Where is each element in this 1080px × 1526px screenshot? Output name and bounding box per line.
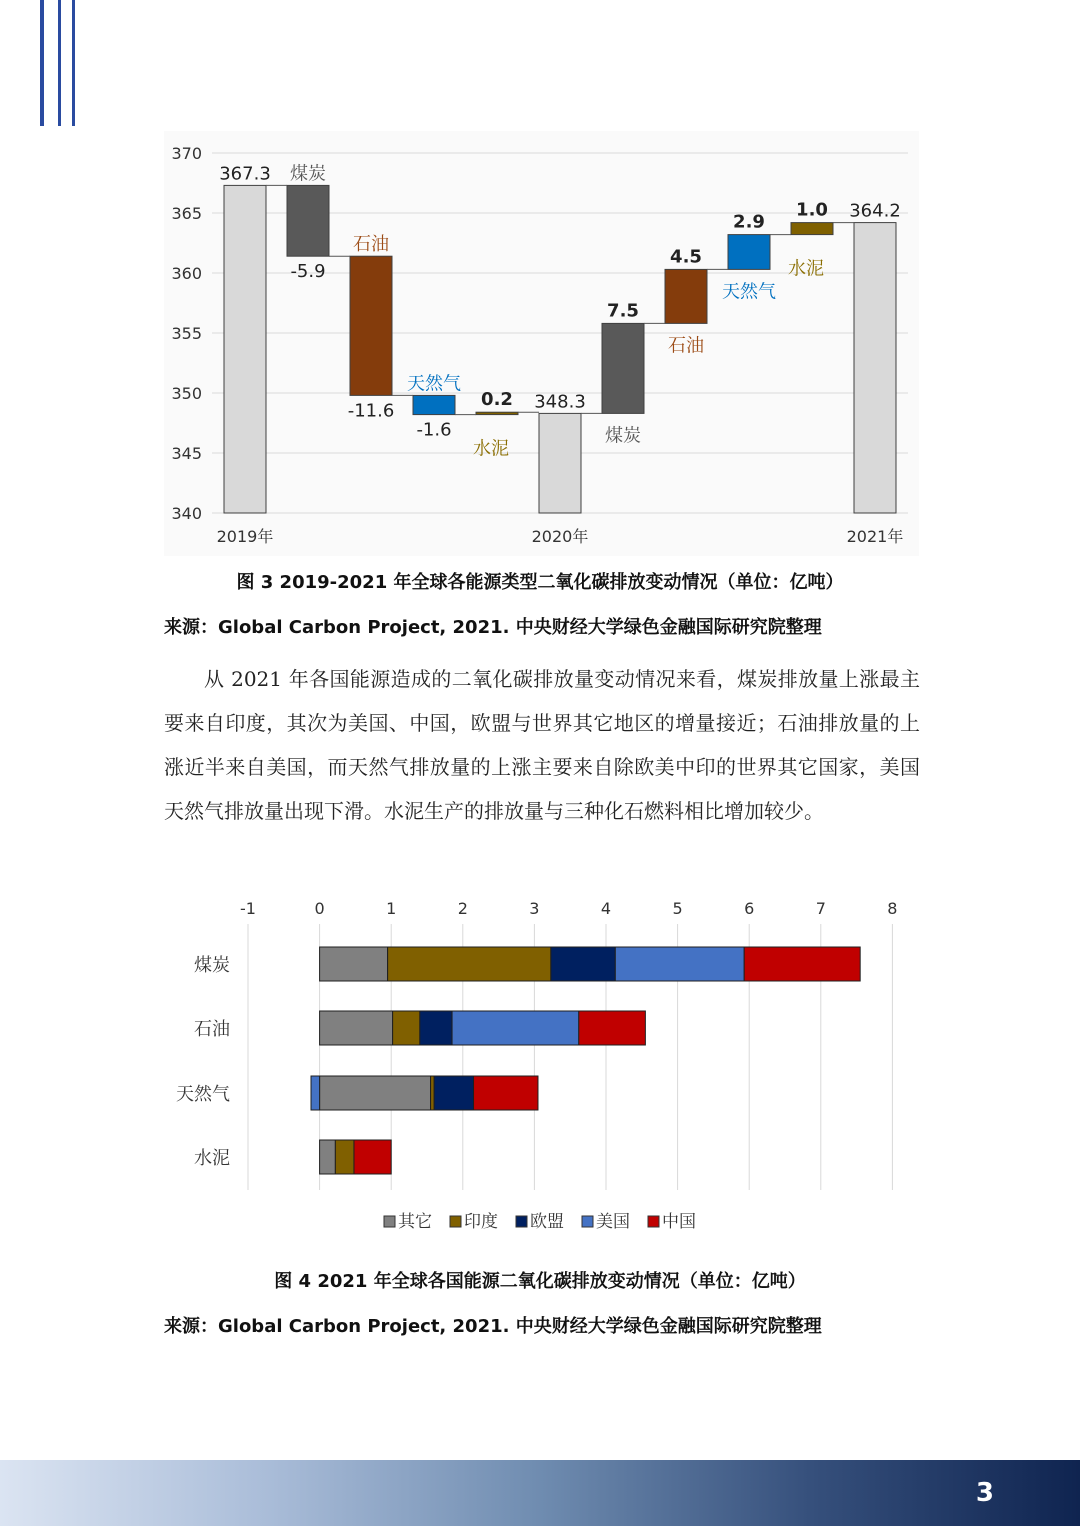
waterfall-delta-bar [602, 323, 644, 413]
waterfall-delta-label: -5.9 [290, 261, 326, 283]
stacked-x-tick-label: 1 [386, 899, 397, 918]
legend-label: 其它 [398, 1212, 432, 1232]
stacked-segment [615, 947, 744, 981]
waterfall-delta-label: 1.0 [796, 199, 828, 221]
page-number: 3 [975, 1478, 994, 1508]
waterfall-total-bar [854, 223, 896, 513]
waterfall-delta-label: 4.5 [670, 246, 702, 268]
waterfall-total-bar [224, 185, 266, 513]
legend-label: 印度 [464, 1212, 498, 1232]
legend-swatch [384, 1216, 395, 1227]
page-footer [0, 1460, 1080, 1526]
waterfall-delta-bar [287, 185, 329, 256]
legend-swatch [648, 1216, 659, 1227]
waterfall-chart [0, 0, 1080, 560]
stacked-category-label: 煤炭 [194, 955, 230, 976]
waterfall-category-label: 水泥 [788, 258, 824, 280]
waterfall-delta-bar [791, 223, 833, 235]
waterfall-y-tick-label: 340 [171, 504, 202, 523]
waterfall-x-label: 2021年 [846, 527, 904, 546]
stacked-x-tick-label: 5 [672, 899, 683, 918]
waterfall-delta-bar [413, 395, 455, 414]
stacked-segment [551, 947, 615, 981]
stacked-bar-chart [0, 880, 1080, 1260]
stacked-segment [388, 947, 551, 981]
waterfall-y-tick-label: 360 [171, 264, 202, 283]
waterfall-delta-bar [350, 256, 392, 395]
waterfall-category-label: 水泥 [473, 438, 509, 460]
waterfall-x-label: 2020年 [531, 527, 589, 546]
waterfall-delta-label: 2.9 [733, 211, 765, 233]
figure4-caption: 图 4 2021 年全球各国能源二氧化碳排放变动情况（单位：亿吨） [274, 1271, 806, 1292]
stacked-segment [320, 1011, 393, 1045]
legend-label: 中国 [662, 1212, 696, 1232]
stacked-segment [452, 1011, 579, 1045]
waterfall-delta-label: -1.6 [416, 419, 452, 441]
waterfall-y-tick-label: 350 [171, 384, 202, 403]
stacked-segment [474, 1076, 538, 1110]
stacked-segment [311, 1076, 320, 1110]
waterfall-total-label: 348.3 [534, 391, 586, 413]
waterfall-total-bar [539, 413, 581, 513]
waterfall-category-label: 煤炭 [290, 163, 326, 185]
waterfall-delta-label: 7.5 [607, 300, 639, 322]
stacked-x-tick-label: 6 [744, 899, 755, 918]
figure3-caption: 图 3 2019-2021 年全球各能源类型二氧化碳排放变动情况（单位：亿吨） [236, 572, 844, 593]
legend-label: 欧盟 [530, 1212, 564, 1232]
stacked-segment [744, 947, 860, 981]
stacked-x-tick-label: 2 [457, 899, 468, 918]
stacked-category-label: 水泥 [194, 1148, 230, 1169]
legend-label: 美国 [596, 1212, 630, 1232]
stacked-segment [320, 1140, 336, 1174]
body-paragraph: 从 2021 年各国能源造成的二氧化碳排放量变动情况来看，煤炭排放量上涨最主要来自印度，其次为美国、中国，欧盟与世界其它地区的增量接近；石油排放量的上涨近半来自美国，而天然气排放量的上涨主要来自除欧美中印的世界其它国家，美国天然气排放量出现下滑。水泥生产的排放量与三种化石燃料相比增加较少。 [164, 667, 920, 823]
waterfall-total-label: 364.2 [849, 200, 901, 222]
stacked-segment [393, 1011, 420, 1045]
waterfall-delta-label: -11.6 [347, 400, 395, 422]
waterfall-delta-bar [476, 412, 518, 414]
stacked-segment [431, 1076, 435, 1110]
stacked-category-label: 石油 [194, 1019, 230, 1040]
stacked-x-tick-label: 4 [600, 899, 612, 918]
waterfall-delta-bar [665, 269, 707, 323]
waterfall-category-label: 天然气 [722, 281, 776, 303]
stacked-x-tick-label: 7 [815, 899, 826, 918]
waterfall-category-label: 煤炭 [605, 425, 641, 447]
waterfall-x-label: 2019年 [216, 527, 274, 546]
stacked-segment [434, 1076, 473, 1110]
figure3-source: 来源：Global Carbon Project, 2021. 中央财经大学绿色金融国际研究院整理 [164, 617, 822, 638]
waterfall-y-tick-label: 370 [171, 144, 202, 163]
stacked-segment [320, 947, 388, 981]
legend-swatch [450, 1216, 461, 1227]
stacked-segment [320, 1076, 431, 1110]
legend-swatch [582, 1216, 593, 1227]
waterfall-delta-bar [728, 235, 770, 270]
waterfall-y-tick-label: 345 [171, 444, 202, 463]
stacked-segment [420, 1011, 452, 1045]
waterfall-total-label: 367.3 [219, 163, 271, 185]
stacked-segment [579, 1011, 646, 1045]
stacked-x-tick-label: 3 [529, 899, 540, 918]
stacked-x-tick-label: 0 [314, 899, 325, 918]
stacked-x-tick-label: 8 [887, 899, 898, 918]
stacked-segment [335, 1140, 354, 1174]
figure4-source: 来源：Global Carbon Project, 2021. 中央财经大学绿色金融国际研究院整理 [164, 1316, 822, 1337]
waterfall-category-label: 天然气 [407, 373, 461, 395]
waterfall-category-label: 石油 [668, 335, 704, 357]
waterfall-category-label: 石油 [353, 234, 389, 256]
stacked-segment [354, 1140, 391, 1174]
waterfall-delta-label: 0.2 [481, 389, 513, 411]
legend-swatch [516, 1216, 527, 1227]
waterfall-y-tick-label: 355 [171, 324, 202, 343]
stacked-category-label: 天然气 [176, 1084, 230, 1105]
stacked-x-tick-label: -1 [240, 899, 256, 918]
waterfall-y-tick-label: 365 [171, 204, 202, 223]
